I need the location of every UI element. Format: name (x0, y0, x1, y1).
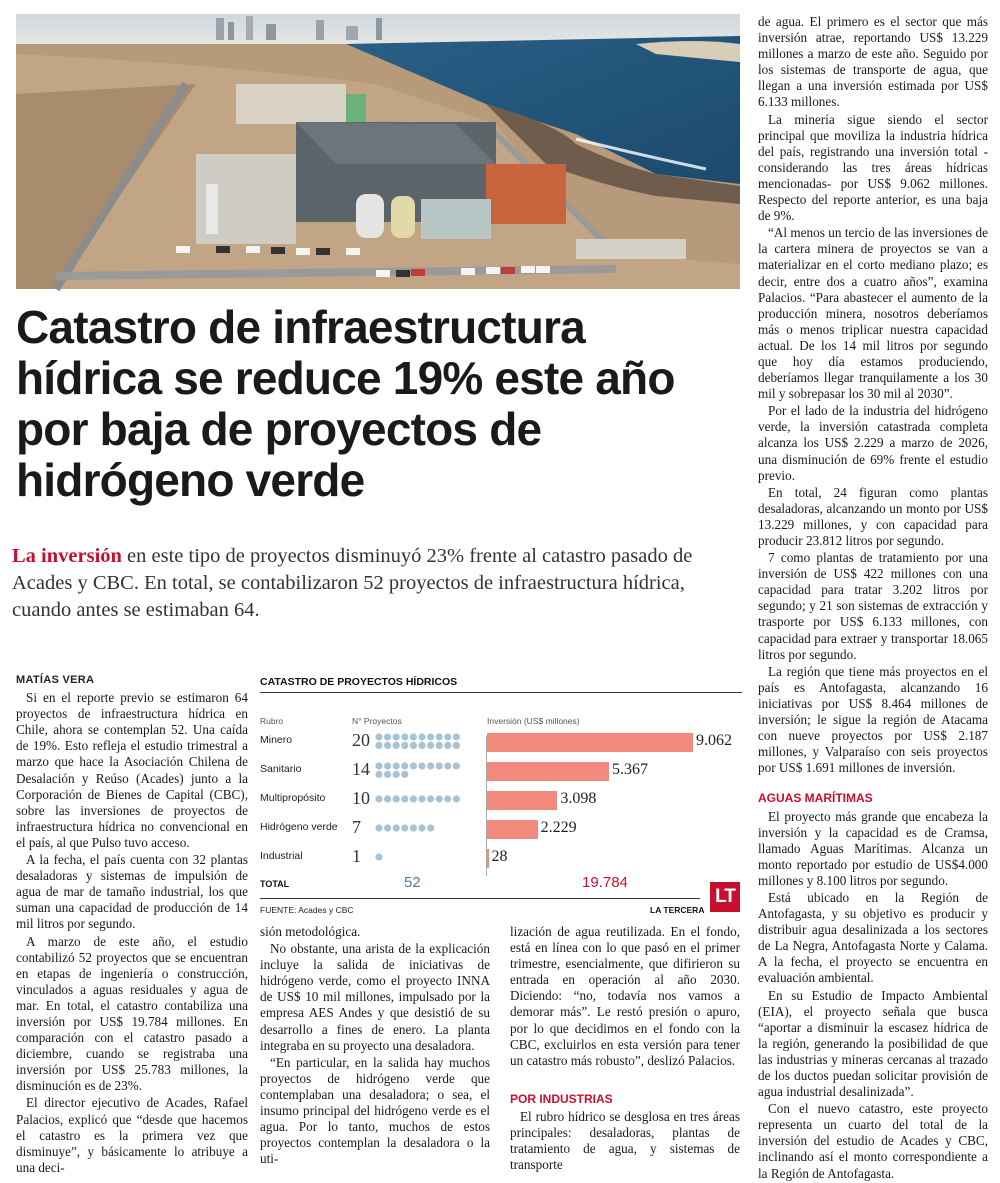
project-dot (393, 824, 400, 831)
paragraph: “En particular, en la salida hay muchos proyectos de hidrógeno verde que contemplaban una desaladora; o sea, el insumo principal del hidrógeno verde es el agua. Por lo tanto, muchos de estos proyectos contemplan la desaladora o la uti- (260, 1054, 490, 1167)
article-column-2 (260, 924, 490, 1168)
chart-dots (374, 790, 494, 810)
chart-row-industrial (260, 846, 742, 870)
project-dot (410, 824, 417, 831)
project-dot (393, 771, 400, 778)
chart-value-label: 3.098 (560, 790, 597, 807)
project-dot (444, 762, 451, 769)
chart-row-multiproposito (260, 788, 742, 812)
chart-count-label: 14 (352, 759, 370, 779)
project-dot (375, 733, 382, 740)
chart-value-label: 2.229 (540, 819, 577, 836)
chart-header-rubro: Rubro (260, 716, 284, 726)
lede-kicker: La inversión (12, 545, 122, 567)
project-dot (384, 742, 391, 749)
project-dot (453, 795, 460, 802)
project-dot (410, 742, 417, 749)
project-dot (401, 771, 408, 778)
chart-category-label: Industrial (260, 850, 303, 862)
byline: MATÍAS VERA (16, 674, 95, 686)
project-dot (410, 762, 417, 769)
project-dot (427, 824, 434, 831)
paragraph: El rubro hídrico se desglosa en tres áreas principales: desaladoras, plantas de tratamiento de agua, y sistemas de transporte (510, 1108, 740, 1173)
la-tercera-logo: LT (710, 882, 740, 912)
chart-bar (487, 762, 609, 781)
project-dot (418, 733, 425, 740)
chart-header-count: N° Proyectos (352, 716, 402, 726)
paragraph: Con el nuevo catastro, este proyecto representa un cuarto del total de la inversión del estudio de Acades y CBC, inclinando así el monto correspondiente a la Región de Antofagasta. (758, 1101, 988, 1181)
chart-total-row (260, 874, 742, 896)
project-dot (410, 795, 417, 802)
paragraph: lización de agua reutilizada. En el fondo, está en línea con lo que pasó en el primer trimestre, esencialmente, que difirieron su entrada en operación al año 2030. Diciendo: “no, todavía nos vamos a demorar más”. Le restó presión o apuro, por lo que decidimos en el fondo con la CBC, excluirlos en esta versión para tener un catastro más robusto”, deslizó Palacios. (510, 924, 740, 1068)
project-dot (418, 742, 425, 749)
paragraph: 7 como plantas de tratamiento por una inversión de US$ 422 millones con una capacidad para tratar 3.202 litros por segundo; y 21 son sistemas de extracción y trasporte por US$ 6.133 millones, con capacidad para extraer y transportar 18.065 litros por segundo. (758, 550, 988, 662)
chart-divider (260, 692, 742, 693)
project-dot (375, 824, 382, 831)
paragraph: sión metodológica. (260, 924, 361, 939)
project-dot (384, 824, 391, 831)
chart-count-label: 20 (352, 730, 370, 750)
paragraph: La región que tiene más proyectos en el país es Antofagasta, alcanzando 16 iniciativas por US$ 8.464 millones de inversión; le sigue la región de Atacama con nueve proyectos por US$ 2.187 millones, y Valparaíso con seis proyectos por US$ 1.691 millones de inversión. (758, 663, 988, 776)
chart-bar (487, 820, 538, 839)
chart-row-minero (260, 730, 742, 754)
project-dot (401, 733, 408, 740)
chart-category-label: Multipropósito (260, 792, 326, 804)
project-dot (427, 795, 434, 802)
project-dot (401, 824, 408, 831)
chart-bar (487, 791, 557, 810)
chart-bar (487, 733, 693, 752)
lede-text: en este tipo de proyectos disminuyó 23% frente al catastro pasado de Acades y CBC. En total, se contabilizaron 52 proyectos de infraestructura hídrica, cuando antes se estimaban 64. (12, 545, 693, 621)
paragraph: El director ejecutivo de Acades, Rafael Palacios, explicó que “desde que hacemos el catastro es la primera vez que disminuye”, y básicamente lo atribuye a una deci- (16, 1095, 248, 1175)
chart-header-invest: Inversión (US$ millones) (487, 716, 580, 726)
paragraph: de agua. El primero es el sector que más inversión atrae, reportando US$ 13.229 millones a marzo de este año. Seguido por los sistemas de transporte de agua, que llegan a una inversión estimada por US$ 6.133 millones. (758, 14, 988, 110)
chart-source: FUENTE: Acades y CBC (260, 905, 354, 915)
chart-divider (260, 898, 700, 899)
project-dot (436, 762, 443, 769)
project-dot (444, 795, 451, 802)
paragraph: Está ubicado en la Región de Antofagasta, y su objetivo es producir y distribuir agua desalinizada a los sectores de La Negra, Antofagasta Norte y Calama. A la fecha, el proyecto se encuentra en evaluación ambiental. (758, 889, 988, 986)
chart-total-label: TOTAL (260, 879, 290, 889)
project-dot (384, 795, 391, 802)
project-dot (375, 853, 382, 860)
chart-row-sanitario (260, 759, 742, 783)
chart-category-label: Minero (260, 734, 293, 746)
chart-catastro-proyectos-hidricos (260, 676, 742, 920)
paragraph: El proyecto más grande que encabeza la inversión y la capacidad es de Cramsa, llamado Aguas Marítimas. Alcanza un monto reportado por estudio de US$4.000 millones y 8.100 litros por segundo. (758, 808, 988, 888)
project-dot (427, 742, 434, 749)
chart-dots (374, 848, 494, 868)
chart-category-label: Sanitario (260, 763, 302, 775)
project-dot (453, 733, 460, 740)
project-dot (384, 733, 391, 740)
chart-title: CATASTRO DE PROYECTOS HÍDRICOS (260, 676, 458, 688)
paragraph: En su Estudio de Impacto Ambiental (EIA), el proyecto señala que busca “aportar a disminuir la escasez hídrica de la región, generando la posibilidad de que las industrias y mineras cercanas al trazado de los ductos puedan solicitar provisión de agua industrial desalinizada”. (758, 987, 988, 1100)
chart-total-investment: 19.784 (582, 874, 628, 891)
aerial-photo-desalination-plant (16, 14, 740, 289)
chart-dots (374, 732, 494, 752)
chart-row-hidrogeno-verde (260, 817, 742, 841)
chart-dots (374, 761, 494, 781)
project-dot (453, 742, 460, 749)
project-dot (384, 762, 391, 769)
chart-value-label: 5.367 (612, 761, 648, 778)
subhead-aguas-maritimas: AGUAS MARÍTIMAS (758, 791, 873, 806)
chart-count-label: 1 (352, 846, 361, 866)
chart-count-label: 7 (352, 817, 361, 837)
project-dot (436, 795, 443, 802)
project-dot (375, 795, 382, 802)
chart-count-label: 10 (352, 788, 370, 808)
project-dot (401, 762, 408, 769)
project-dot (393, 742, 400, 749)
article-column-4 (758, 14, 988, 1183)
project-dot (401, 742, 408, 749)
project-dot (444, 733, 451, 740)
project-dot (418, 762, 425, 769)
project-dot (393, 733, 400, 740)
project-dot (427, 762, 434, 769)
paragraph: Por el lado de la industria del hidrógeno verde, la inversión catastrada completa alcanza los US$ 2.229 a marzo de 2026, una disminución de 69% frente el estudio previo. (758, 403, 988, 483)
project-dot (393, 762, 400, 769)
project-dot (375, 762, 382, 769)
project-dot (384, 771, 391, 778)
paragraph: No obstante, una arista de la explicación incluye la salida de iniciativas de hidrógeno verde, como el proyecto INNA de US$ 10 mil millones, impulsado por la empresa AES Andes y que desistió de su desarrollo a fines de enero. La planta integraba en su proyecto una desaladora. (260, 941, 490, 1053)
project-dot (401, 795, 408, 802)
chart-category-label: Hidrógeno verde (260, 821, 338, 833)
brand-name: LA TERCERA (650, 905, 705, 915)
paragraph: A marzo de este año, el estudio contabilizó 52 proyectos que se encuentran en etapas de ingeniería o construcción, vinculados a aguas residuales y agua de mar. En total, el catastro contabiliza una inversión por US$ 19.784 millones. En comparación con el catastro pasado a diciembre, cuando se registraba una inversión por US$ 25.783 millones, la disminución es de 23%. (16, 933, 248, 1094)
project-dot (436, 733, 443, 740)
paragraph: Si en el reporte previo se estimaron 64 proyectos de infraestructura hídrica en Chile, ahora se contemplan 52. Una caída de 19%. Esto refleja el estudio trimestral a marzo que hace la Asociación Chilena de Desalación y Reúso (Acades) junto a la Corporación de Bienes de Capital (CBC), sobre las inversiones de proyectos de infraestructura hídrica no convencional en el país, al que Pulso tuvo acceso. (16, 690, 248, 850)
chart-dots (374, 819, 494, 839)
project-dot (375, 771, 382, 778)
headline: Catastro de infraestructura hídrica se reduce 19% este año por baja de proyectos de hidrógeno verde (16, 301, 675, 506)
article-column-1 (16, 672, 248, 1177)
article-column-3 (510, 924, 740, 1174)
project-dot (444, 742, 451, 749)
project-dot (393, 795, 400, 802)
chart-total-count: 52 (404, 874, 421, 891)
subhead-por-industrias: POR INDUSTRIAS (510, 1091, 613, 1106)
paragraph: “Al menos un tercio de las inversiones de la cartera minera de proyectos se van a materializar en el corto mediano plazo; es decir, entre dos a cuatro años”, examina Palacios. “Para abastecer el aumento de la producción minera, nosotros deberíamos más o menos triplicar nuestra capacidad actual. De los 14 mil litros por segundo que hoy día estamos produciendo, deberíamos llegar tranquilamente a los 30 mil y sobrepasar los 30 mil al 2030”. (758, 225, 988, 402)
paragraph: La minería sigue siendo el sector principal que moviliza la industria hídrica del país, registrando una inversión total -considerando las tres áreas hídricas mencionadas- por US$ 9.062 millones. Respecto del reporte anterior, es una baja de 9%. (758, 111, 988, 224)
project-dot (410, 733, 417, 740)
paragraph: A la fecha, el país cuenta con 32 plantas desaladoras y sistemas de impulsión de agua de mar de tamaño industrial, los que suman una capacidad de producción de 14 mil litros por segundo. (16, 852, 248, 932)
lede (12, 543, 742, 624)
chart-bar (487, 849, 489, 868)
paragraph: En total, 24 figuran como plantas desaladoras, alcanzando un monto por US$ 13.229 millones, y con capacidad para producir 23.812 litros por segundo. (758, 484, 988, 548)
project-dot (418, 795, 425, 802)
project-dot (453, 762, 460, 769)
project-dot (418, 824, 425, 831)
project-dot (436, 742, 443, 749)
chart-value-label: 9.062 (696, 732, 732, 749)
project-dot (427, 733, 434, 740)
project-dot (375, 742, 382, 749)
chart-value-label: 28 (491, 848, 508, 865)
